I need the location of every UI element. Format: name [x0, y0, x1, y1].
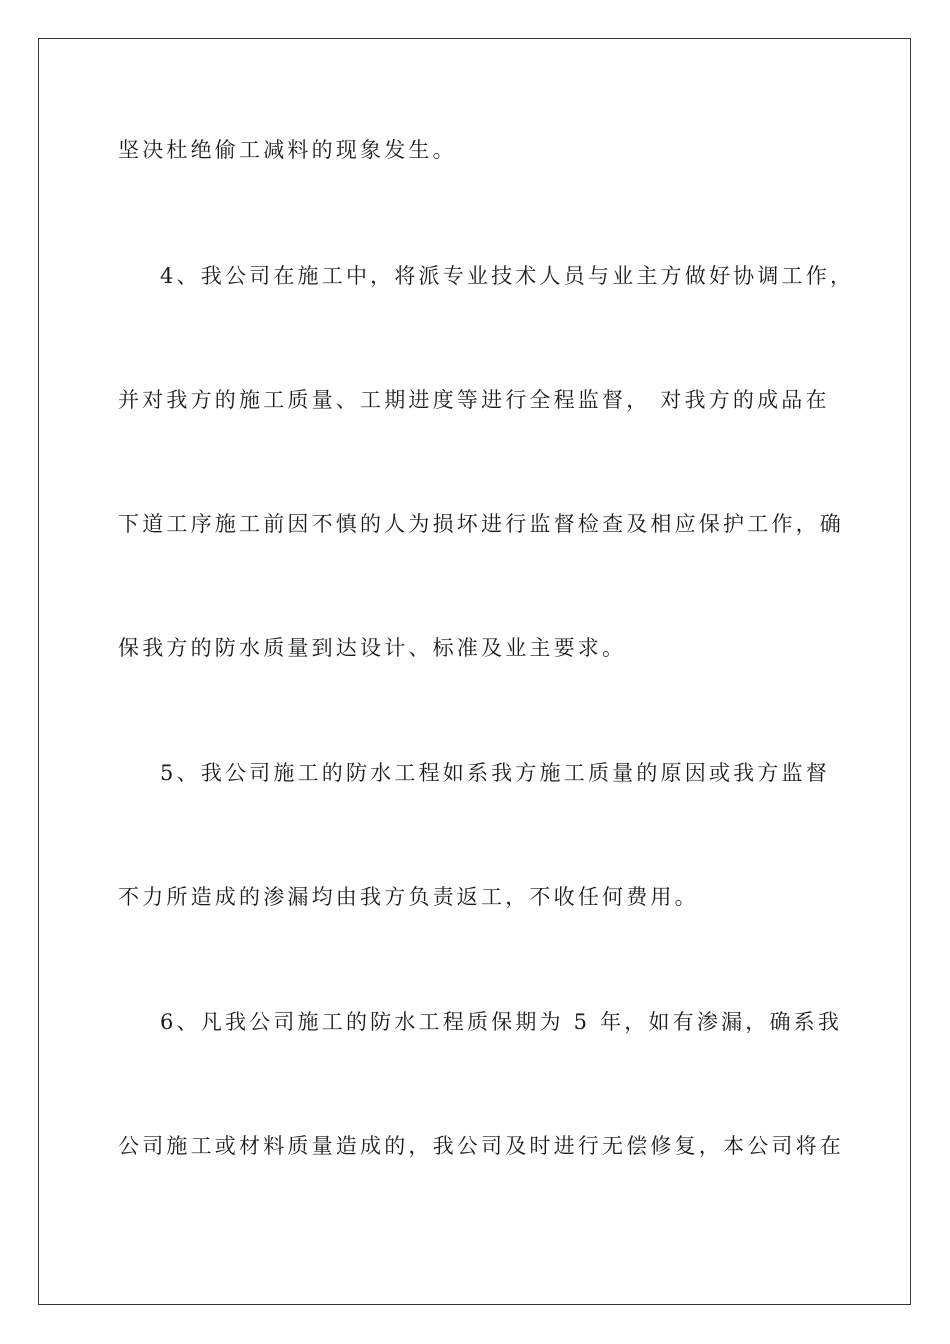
- paragraph-4-line-3: 下道工序施工前因不慎的人为损坏进行监督检查及相应保护工作，确: [118, 512, 844, 536]
- paragraph-5-line-1: 5、我公司施工的防水工程如系我方施工质量的原因或我方监督: [160, 761, 830, 785]
- page-border: [38, 38, 911, 1305]
- paragraph-6-line-1: 6、凡我公司施工的防水工程质保期为 5 年，如有渗漏，确系我: [160, 1010, 843, 1034]
- paragraph-3-line-end: 坚决杜绝偷工减料的现象发生。: [118, 138, 457, 162]
- paragraph-5-line-2: 不力所造成的渗漏均由我方负责返工，不收任何费用。: [118, 885, 699, 909]
- paragraph-4-line-2: 并对我方的施工质量、工期进度等进行全程监督， 对我方的成品在: [118, 388, 830, 412]
- paragraph-4-line-1: 4、我公司在施工中，将派专业技术人员与业主方做好协调工作，: [160, 264, 855, 288]
- paragraph-4-line-4: 保我方的防水质量到达设计、标准及业主要求。: [118, 636, 627, 660]
- paragraph-6-line-2: 公司施工或材料质量造成的，我公司及时进行无偿修复，本公司将在: [118, 1134, 844, 1158]
